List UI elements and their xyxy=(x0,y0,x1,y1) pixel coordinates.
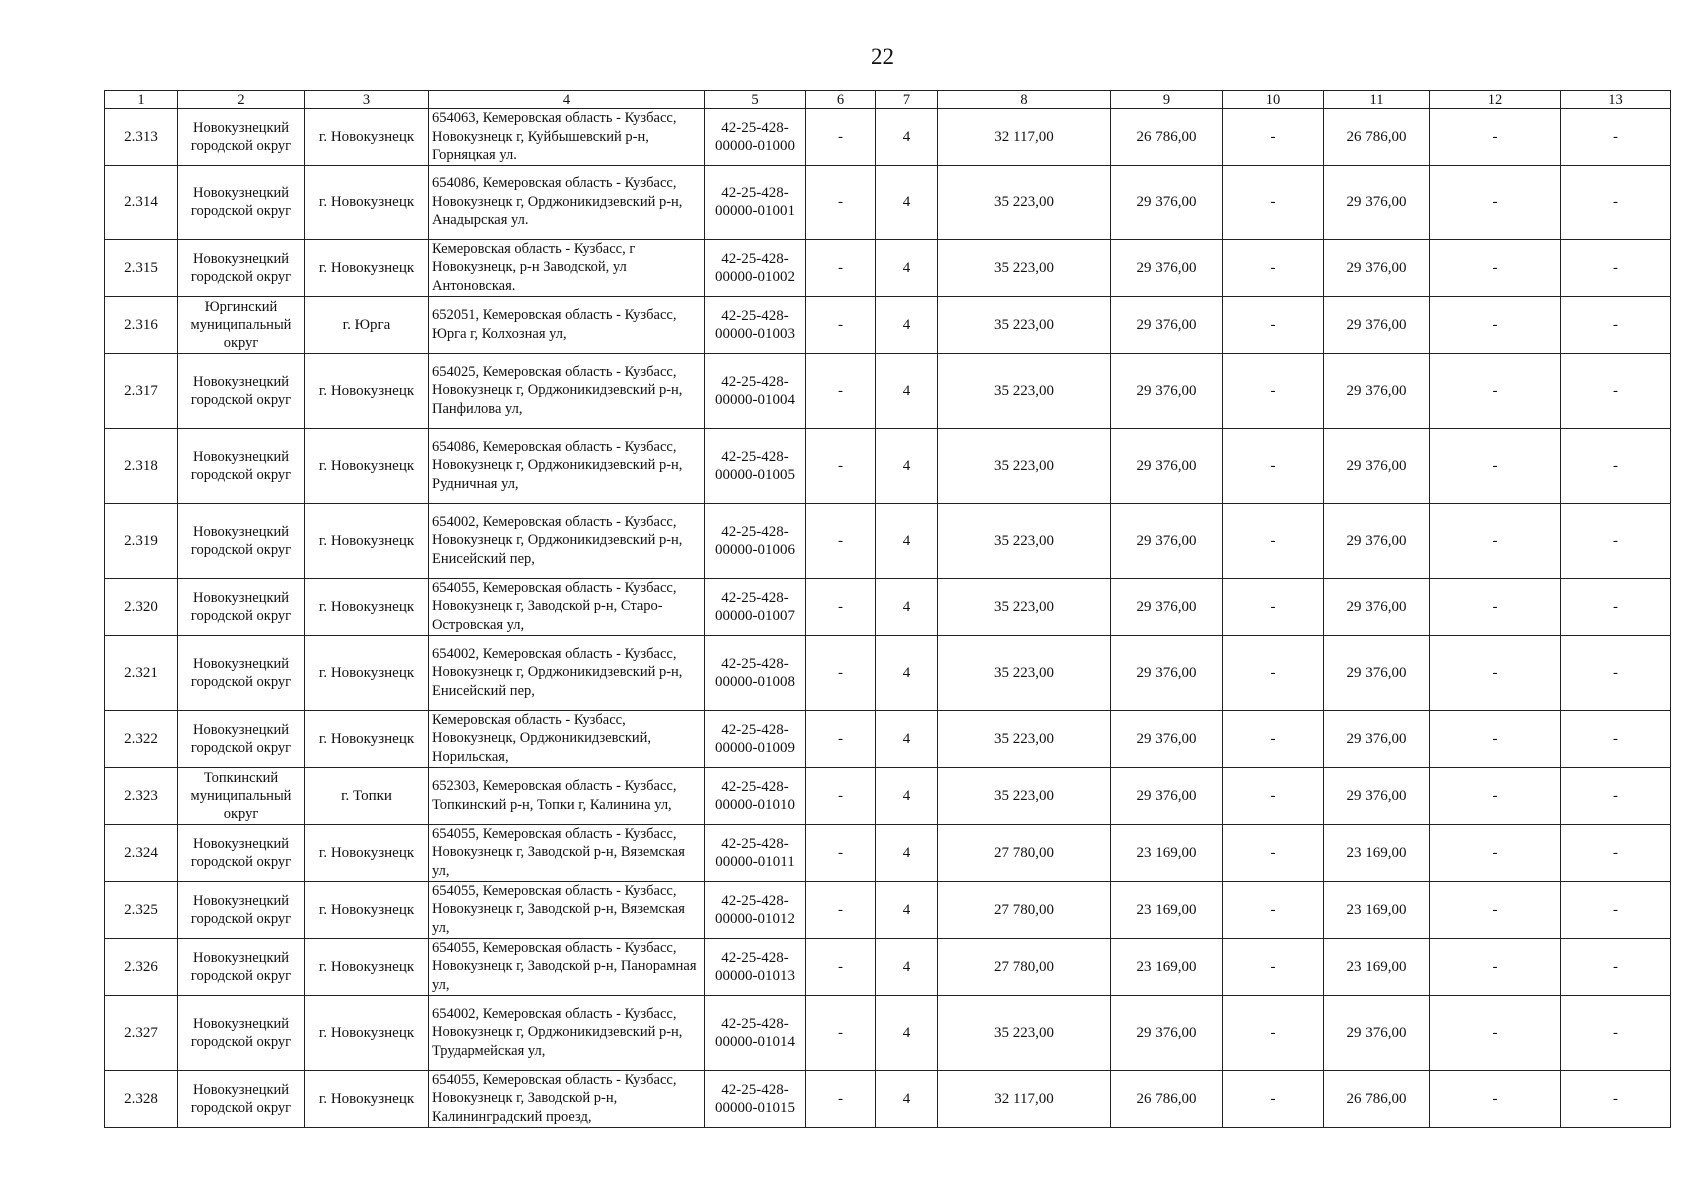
cell-col-10: - xyxy=(1223,503,1324,578)
cell-city: г. Новокузнецк xyxy=(305,881,429,938)
column-header: 6 xyxy=(806,91,876,109)
cell-col-11: 29 376,00 xyxy=(1324,503,1430,578)
cell-municipality: Новокузнецкий городской округ xyxy=(178,635,305,710)
cell-col-11: 26 786,00 xyxy=(1324,109,1430,166)
cell-row-number: 2.324 xyxy=(105,824,178,881)
cell-col-12: - xyxy=(1430,296,1561,353)
cell-oktmo-code: 42-25-428-00000-01012 xyxy=(705,881,806,938)
table-row xyxy=(105,1070,1671,1127)
table-row xyxy=(105,296,1671,353)
table-row xyxy=(105,881,1671,938)
cell-oktmo-code: 42-25-428-00000-01007 xyxy=(705,578,806,635)
cell-col-11: 26 786,00 xyxy=(1324,1070,1430,1127)
table-row xyxy=(105,109,1671,166)
column-header: 5 xyxy=(705,91,806,109)
cell-col-7: 4 xyxy=(876,635,938,710)
cell-col-12: - xyxy=(1430,881,1561,938)
cell-oktmo-code: 42-25-428-00000-01010 xyxy=(705,767,806,824)
cell-col-13: - xyxy=(1561,881,1671,938)
cell-col-12: - xyxy=(1430,239,1561,296)
column-header: 9 xyxy=(1111,91,1223,109)
cell-col-6: - xyxy=(806,1070,876,1127)
cell-municipality: Новокузнецкий городской округ xyxy=(178,428,305,503)
cell-col-6: - xyxy=(806,710,876,767)
table-row xyxy=(105,767,1671,824)
cell-address: 654002, Кемеровская область - Кузбасс, Новокузнецк г, Орджоникидзевский р-н, Енисейский пер, xyxy=(429,503,705,578)
cell-col-9: 29 376,00 xyxy=(1111,995,1223,1070)
cell-col-10: - xyxy=(1223,428,1324,503)
cell-col-7: 4 xyxy=(876,578,938,635)
cell-col-11: 29 376,00 xyxy=(1324,635,1430,710)
cell-col-6: - xyxy=(806,881,876,938)
cell-col-7: 4 xyxy=(876,995,938,1070)
cell-oktmo-code: 42-25-428-00000-01014 xyxy=(705,995,806,1070)
cell-col-10: - xyxy=(1223,109,1324,166)
cell-col-7: 4 xyxy=(876,881,938,938)
cell-address: 654055, Кемеровская область - Кузбасс, Новокузнецк г, Заводской р-н, Вяземская ул, xyxy=(429,824,705,881)
cell-col-13: - xyxy=(1561,165,1671,239)
cell-col-7: 4 xyxy=(876,353,938,428)
cell-col-13: - xyxy=(1561,1070,1671,1127)
table-row xyxy=(105,428,1671,503)
column-header: 4 xyxy=(429,91,705,109)
cell-col-9: 29 376,00 xyxy=(1111,296,1223,353)
cell-col-12: - xyxy=(1430,165,1561,239)
cell-col-7: 4 xyxy=(876,428,938,503)
cell-col-8: 35 223,00 xyxy=(938,710,1111,767)
cell-row-number: 2.319 xyxy=(105,503,178,578)
cell-oktmo-code: 42-25-428-00000-01009 xyxy=(705,710,806,767)
cell-col-11: 23 169,00 xyxy=(1324,938,1430,995)
cell-col-8: 32 117,00 xyxy=(938,109,1111,166)
cell-city: г. Новокузнецк xyxy=(305,165,429,239)
column-header: 8 xyxy=(938,91,1111,109)
cell-col-10: - xyxy=(1223,296,1324,353)
cell-col-8: 35 223,00 xyxy=(938,578,1111,635)
cell-col-8: 27 780,00 xyxy=(938,881,1111,938)
cell-address: Кемеровская область - Кузбасс, Новокузнецк, Орджоникидзевский, Норильская, xyxy=(429,710,705,767)
cell-col-7: 4 xyxy=(876,503,938,578)
cell-col-12: - xyxy=(1430,938,1561,995)
header-row xyxy=(105,91,1671,109)
cell-col-12: - xyxy=(1430,767,1561,824)
cell-col-12: - xyxy=(1430,503,1561,578)
cell-col-10: - xyxy=(1223,1070,1324,1127)
cell-col-11: 29 376,00 xyxy=(1324,428,1430,503)
cell-col-13: - xyxy=(1561,428,1671,503)
cell-col-8: 35 223,00 xyxy=(938,503,1111,578)
cell-col-8: 35 223,00 xyxy=(938,165,1111,239)
cell-city: г. Новокузнецк xyxy=(305,578,429,635)
column-header: 13 xyxy=(1561,91,1671,109)
cell-municipality: Новокузнецкий городской округ xyxy=(178,938,305,995)
cell-col-9: 29 376,00 xyxy=(1111,635,1223,710)
cell-oktmo-code: 42-25-428-00000-01002 xyxy=(705,239,806,296)
cell-col-8: 32 117,00 xyxy=(938,1070,1111,1127)
cell-col-12: - xyxy=(1430,353,1561,428)
cell-oktmo-code: 42-25-428-00000-01001 xyxy=(705,165,806,239)
cell-col-10: - xyxy=(1223,239,1324,296)
cell-col-9: 29 376,00 xyxy=(1111,353,1223,428)
cell-city: г. Новокузнецк xyxy=(305,635,429,710)
cell-col-8: 35 223,00 xyxy=(938,767,1111,824)
cell-col-9: 26 786,00 xyxy=(1111,1070,1223,1127)
cell-address: 654086, Кемеровская область - Кузбасс, Новокузнецк г, Орджоникидзевский р-н, Рудничная ул, xyxy=(429,428,705,503)
cell-col-11: 29 376,00 xyxy=(1324,767,1430,824)
cell-col-12: - xyxy=(1430,109,1561,166)
cell-oktmo-code: 42-25-428-00000-01006 xyxy=(705,503,806,578)
cell-address: 654063, Кемеровская область - Кузбасс, Новокузнецк г, Куйбышевский р-н, Горняцкая ул. xyxy=(429,109,705,166)
cell-row-number: 2.326 xyxy=(105,938,178,995)
cell-col-13: - xyxy=(1561,824,1671,881)
cell-municipality: Юргинский муниципальный округ xyxy=(178,296,305,353)
cell-city: г. Юрга xyxy=(305,296,429,353)
cell-row-number: 2.318 xyxy=(105,428,178,503)
cell-address: 654055, Кемеровская область - Кузбасс, Новокузнецк г, Заводской р-н, Калининградский проезд, xyxy=(429,1070,705,1127)
table-row xyxy=(105,824,1671,881)
cell-row-number: 2.321 xyxy=(105,635,178,710)
cell-col-10: - xyxy=(1223,578,1324,635)
cell-col-6: - xyxy=(806,165,876,239)
table-row xyxy=(105,578,1671,635)
cell-municipality: Новокузнецкий городской округ xyxy=(178,824,305,881)
registry-table xyxy=(104,90,1671,1128)
cell-col-8: 27 780,00 xyxy=(938,938,1111,995)
cell-row-number: 2.325 xyxy=(105,881,178,938)
cell-col-10: - xyxy=(1223,353,1324,428)
cell-col-8: 35 223,00 xyxy=(938,995,1111,1070)
cell-city: г. Топки xyxy=(305,767,429,824)
cell-col-13: - xyxy=(1561,578,1671,635)
cell-col-8: 35 223,00 xyxy=(938,635,1111,710)
cell-municipality: Новокузнецкий городской округ xyxy=(178,995,305,1070)
cell-city: г. Новокузнецк xyxy=(305,824,429,881)
cell-oktmo-code: 42-25-428-00000-01000 xyxy=(705,109,806,166)
cell-city: г. Новокузнецк xyxy=(305,428,429,503)
cell-oktmo-code: 42-25-428-00000-01008 xyxy=(705,635,806,710)
cell-address: 652051, Кемеровская область - Кузбасс, Юрга г, Колхозная ул, xyxy=(429,296,705,353)
cell-oktmo-code: 42-25-428-00000-01005 xyxy=(705,428,806,503)
cell-col-8: 35 223,00 xyxy=(938,239,1111,296)
cell-oktmo-code: 42-25-428-00000-01011 xyxy=(705,824,806,881)
table-row xyxy=(105,710,1671,767)
cell-municipality: Новокузнецкий городской округ xyxy=(178,165,305,239)
column-header: 2 xyxy=(178,91,305,109)
cell-col-11: 23 169,00 xyxy=(1324,881,1430,938)
table-row xyxy=(105,165,1671,239)
cell-oktmo-code: 42-25-428-00000-01004 xyxy=(705,353,806,428)
cell-city: г. Новокузнецк xyxy=(305,710,429,767)
cell-col-6: - xyxy=(806,428,876,503)
cell-col-11: 29 376,00 xyxy=(1324,165,1430,239)
cell-col-10: - xyxy=(1223,165,1324,239)
column-header: 7 xyxy=(876,91,938,109)
cell-col-6: - xyxy=(806,109,876,166)
cell-col-10: - xyxy=(1223,995,1324,1070)
cell-city: г. Новокузнецк xyxy=(305,503,429,578)
cell-municipality: Новокузнецкий городской округ xyxy=(178,881,305,938)
cell-municipality: Новокузнецкий городской округ xyxy=(178,503,305,578)
cell-address: 654025, Кемеровская область - Кузбасс, Новокузнецк г, Орджоникидзевский р-н, Панфилова ул, xyxy=(429,353,705,428)
cell-col-7: 4 xyxy=(876,109,938,166)
cell-col-8: 35 223,00 xyxy=(938,428,1111,503)
cell-address: 654055, Кемеровская область - Кузбасс, Новокузнецк г, Заводской р-н, Панорамная ул, xyxy=(429,938,705,995)
cell-col-9: 29 376,00 xyxy=(1111,503,1223,578)
cell-col-6: - xyxy=(806,938,876,995)
cell-col-6: - xyxy=(806,239,876,296)
cell-row-number: 2.314 xyxy=(105,165,178,239)
cell-col-6: - xyxy=(806,578,876,635)
cell-col-10: - xyxy=(1223,635,1324,710)
cell-col-13: - xyxy=(1561,995,1671,1070)
cell-col-9: 29 376,00 xyxy=(1111,165,1223,239)
cell-col-12: - xyxy=(1430,428,1561,503)
cell-col-11: 29 376,00 xyxy=(1324,710,1430,767)
cell-col-12: - xyxy=(1430,824,1561,881)
cell-col-11: 23 169,00 xyxy=(1324,824,1430,881)
cell-col-6: - xyxy=(806,767,876,824)
cell-oktmo-code: 42-25-428-00000-01003 xyxy=(705,296,806,353)
cell-col-11: 29 376,00 xyxy=(1324,578,1430,635)
cell-col-6: - xyxy=(806,296,876,353)
cell-col-9: 29 376,00 xyxy=(1111,239,1223,296)
cell-col-7: 4 xyxy=(876,239,938,296)
cell-row-number: 2.322 xyxy=(105,710,178,767)
cell-col-12: - xyxy=(1430,995,1561,1070)
cell-col-6: - xyxy=(806,503,876,578)
cell-municipality: Новокузнецкий городской округ xyxy=(178,353,305,428)
column-header: 1 xyxy=(105,91,178,109)
cell-col-7: 4 xyxy=(876,824,938,881)
column-header: 10 xyxy=(1223,91,1324,109)
cell-col-12: - xyxy=(1430,710,1561,767)
cell-col-13: - xyxy=(1561,353,1671,428)
cell-col-13: - xyxy=(1561,109,1671,166)
cell-municipality: Новокузнецкий городской округ xyxy=(178,239,305,296)
cell-row-number: 2.328 xyxy=(105,1070,178,1127)
cell-col-13: - xyxy=(1561,635,1671,710)
cell-row-number: 2.315 xyxy=(105,239,178,296)
cell-col-12: - xyxy=(1430,578,1561,635)
cell-col-9: 26 786,00 xyxy=(1111,109,1223,166)
cell-col-9: 29 376,00 xyxy=(1111,578,1223,635)
cell-municipality: Топкинский муниципальный округ xyxy=(178,767,305,824)
table-row xyxy=(105,635,1671,710)
cell-col-7: 4 xyxy=(876,710,938,767)
cell-col-7: 4 xyxy=(876,165,938,239)
cell-col-8: 27 780,00 xyxy=(938,824,1111,881)
cell-col-13: - xyxy=(1561,296,1671,353)
cell-col-12: - xyxy=(1430,635,1561,710)
cell-row-number: 2.317 xyxy=(105,353,178,428)
cell-col-12: - xyxy=(1430,1070,1561,1127)
table-row xyxy=(105,353,1671,428)
column-header: 12 xyxy=(1430,91,1561,109)
cell-address: 654055, Кемеровская область - Кузбасс, Новокузнецк г, Заводской р-н, Вяземская ул, xyxy=(429,881,705,938)
cell-col-8: 35 223,00 xyxy=(938,296,1111,353)
cell-oktmo-code: 42-25-428-00000-01015 xyxy=(705,1070,806,1127)
cell-row-number: 2.323 xyxy=(105,767,178,824)
cell-municipality: Новокузнецкий городской округ xyxy=(178,109,305,166)
cell-city: г. Новокузнецк xyxy=(305,109,429,166)
table-row xyxy=(105,503,1671,578)
cell-address: 654002, Кемеровская область - Кузбасс, Новокузнецк г, Орджоникидзевский р-н, Енисейский пер, xyxy=(429,635,705,710)
cell-col-13: - xyxy=(1561,239,1671,296)
cell-col-8: 35 223,00 xyxy=(938,353,1111,428)
cell-col-9: 29 376,00 xyxy=(1111,767,1223,824)
table-row xyxy=(105,239,1671,296)
table-row xyxy=(105,995,1671,1070)
cell-col-7: 4 xyxy=(876,296,938,353)
table-body xyxy=(105,91,1671,1128)
cell-row-number: 2.327 xyxy=(105,995,178,1070)
cell-col-6: - xyxy=(806,995,876,1070)
column-header: 3 xyxy=(305,91,429,109)
cell-col-6: - xyxy=(806,353,876,428)
cell-col-6: - xyxy=(806,635,876,710)
cell-col-10: - xyxy=(1223,710,1324,767)
cell-col-13: - xyxy=(1561,767,1671,824)
cell-municipality: Новокузнецкий городской округ xyxy=(178,1070,305,1127)
cell-col-6: - xyxy=(806,824,876,881)
page-number: 22 xyxy=(871,44,894,69)
cell-col-13: - xyxy=(1561,938,1671,995)
cell-row-number: 2.316 xyxy=(105,296,178,353)
cell-address: 654002, Кемеровская область - Кузбасс, Новокузнецк г, Орджоникидзевский р-н, Трудармейская ул, xyxy=(429,995,705,1070)
cell-col-7: 4 xyxy=(876,1070,938,1127)
cell-address: Кемеровская область - Кузбасс, г Новокузнецк, р-н Заводской, ул Антоновская. xyxy=(429,239,705,296)
cell-col-13: - xyxy=(1561,710,1671,767)
cell-city: г. Новокузнецк xyxy=(305,1070,429,1127)
cell-col-9: 29 376,00 xyxy=(1111,710,1223,767)
cell-municipality: Новокузнецкий городской округ xyxy=(178,578,305,635)
cell-address: 654055, Кемеровская область - Кузбасс, Новокузнецк г, Заводской р-н, Старо-Островская ул, xyxy=(429,578,705,635)
cell-col-10: - xyxy=(1223,881,1324,938)
cell-city: г. Новокузнецк xyxy=(305,995,429,1070)
cell-col-10: - xyxy=(1223,767,1324,824)
column-header: 11 xyxy=(1324,91,1430,109)
cell-col-9: 23 169,00 xyxy=(1111,881,1223,938)
cell-col-7: 4 xyxy=(876,938,938,995)
table-row xyxy=(105,938,1671,995)
cell-city: г. Новокузнецк xyxy=(305,353,429,428)
cell-col-7: 4 xyxy=(876,767,938,824)
cell-city: г. Новокузнецк xyxy=(305,239,429,296)
cell-col-9: 23 169,00 xyxy=(1111,938,1223,995)
cell-col-11: 29 376,00 xyxy=(1324,353,1430,428)
cell-col-9: 29 376,00 xyxy=(1111,428,1223,503)
cell-address: 654086, Кемеровская область - Кузбасс, Новокузнецк г, Орджоникидзевский р-н, Анадырская ул. xyxy=(429,165,705,239)
cell-col-11: 29 376,00 xyxy=(1324,296,1430,353)
cell-col-10: - xyxy=(1223,824,1324,881)
cell-row-number: 2.313 xyxy=(105,109,178,166)
cell-city: г. Новокузнецк xyxy=(305,938,429,995)
cell-col-11: 29 376,00 xyxy=(1324,995,1430,1070)
cell-row-number: 2.320 xyxy=(105,578,178,635)
cell-col-10: - xyxy=(1223,938,1324,995)
cell-col-13: - xyxy=(1561,503,1671,578)
cell-municipality: Новокузнецкий городской округ xyxy=(178,710,305,767)
cell-oktmo-code: 42-25-428-00000-01013 xyxy=(705,938,806,995)
cell-address: 652303, Кемеровская область - Кузбасс, Топкинский р-н, Топки г, Калинина ул, xyxy=(429,767,705,824)
cell-col-9: 23 169,00 xyxy=(1111,824,1223,881)
cell-col-11: 29 376,00 xyxy=(1324,239,1430,296)
